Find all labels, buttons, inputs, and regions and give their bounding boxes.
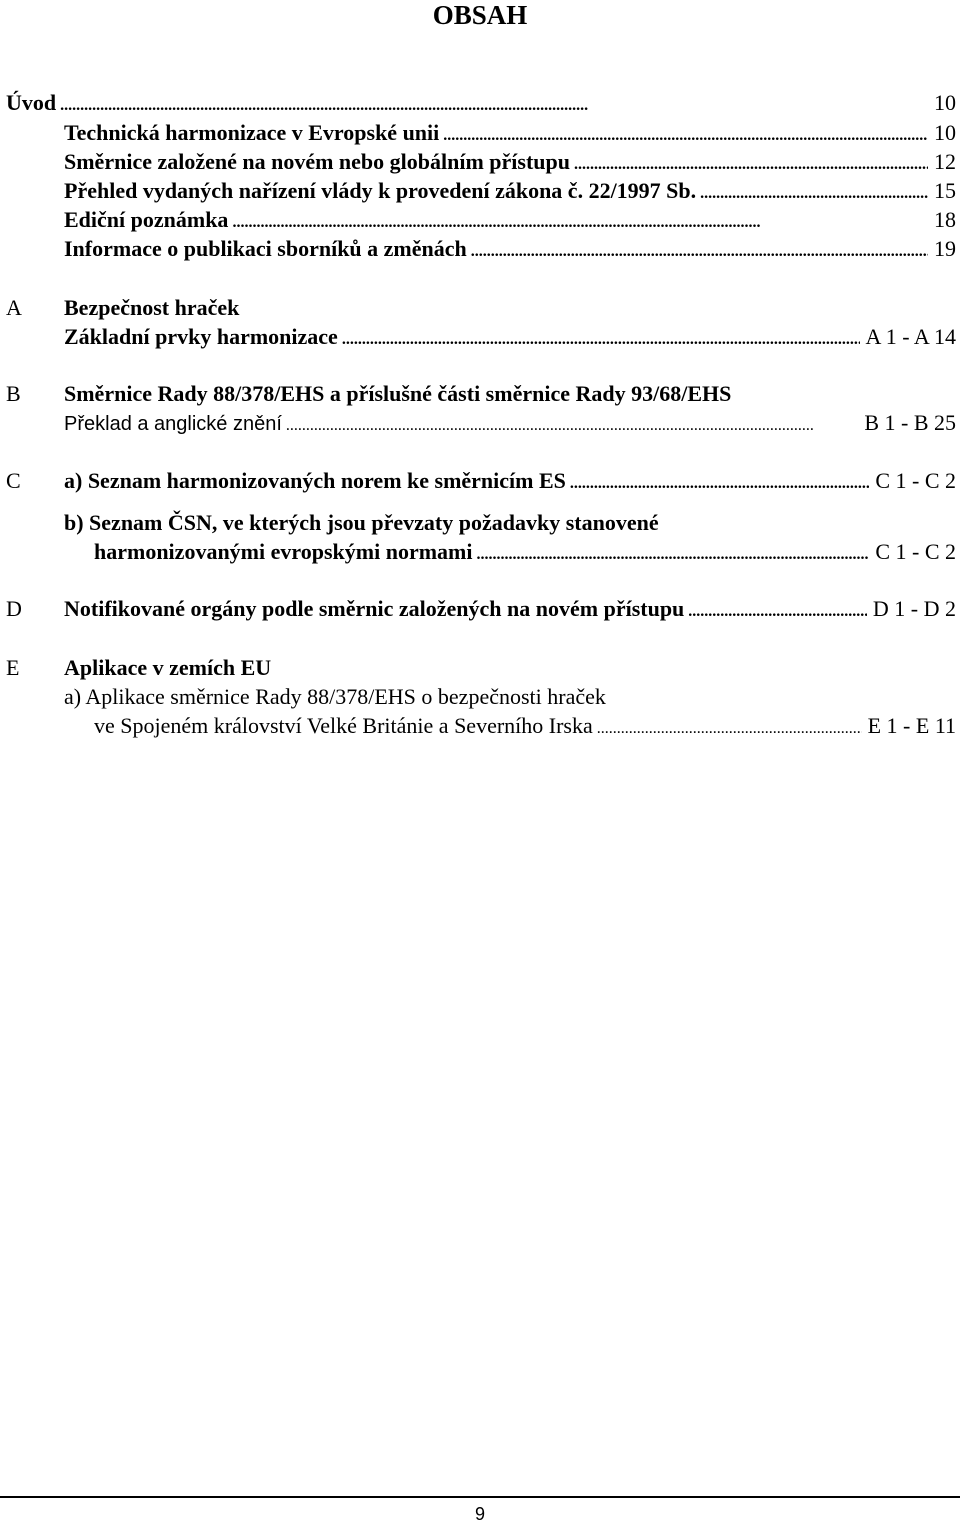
toc-page-number: 15 <box>934 178 956 203</box>
toc-page-range: C 1 - C 2 <box>875 539 956 564</box>
toc-page-number: 19 <box>934 236 956 261</box>
toc-entry-text: Přehled vydaných nařízení vlády k provedení zákona č. 22/1997 Sb. <box>64 178 697 203</box>
section-letter: D <box>6 596 22 621</box>
toc-entry <box>0 147 960 177</box>
toc-entry-text: Úvod <box>6 90 57 115</box>
dot-leader <box>597 711 862 744</box>
toc-entry-text: a) Seznam harmonizovaných norem ke směrnicím ES <box>64 468 566 493</box>
toc-page-number: 12 <box>934 149 956 174</box>
toc-entry-text: Informace o publikaci sborníků a změnách <box>64 236 467 261</box>
page-title: OBSAH <box>432 0 528 30</box>
toc-entry-text: Technická harmonizace v Evropské unii <box>64 120 440 145</box>
toc-entry-text: a) Aplikace směrnice Rady 88/378/EHS o bezpečnosti hraček <box>64 684 606 709</box>
section-letter: A <box>6 295 22 320</box>
toc-page-number: 18 <box>934 207 956 232</box>
toc-entry-text: Ediční poznámka <box>64 207 229 232</box>
section-heading: Aplikace v zemích EU <box>64 655 272 680</box>
toc-entry-text: b) Seznam ČSN, ve kterých jsou převzaty požadavky stanovené <box>64 510 659 535</box>
toc-entry <box>0 118 960 148</box>
section-a-heading <box>0 293 960 323</box>
toc-entry <box>0 711 960 741</box>
toc-page-range: C 1 - C 2 <box>875 468 956 493</box>
dot-leader <box>286 408 858 441</box>
dot-leader <box>688 594 867 627</box>
toc-page-number: 10 <box>934 90 956 115</box>
toc-entry-line <box>0 682 960 712</box>
toc-entry-text: ve Spojeném království Velké Británie a Severního Irska <box>94 713 593 738</box>
toc-entry-text: Základní prvky harmonizace <box>64 324 338 349</box>
toc-entry-text: Notifikované orgány podle směrnic založených na novém přístupu <box>64 596 685 621</box>
footer-divider <box>0 1496 960 1498</box>
section-e-heading <box>0 653 960 683</box>
toc-entry-text: harmonizovanými evropskými normami <box>94 539 473 564</box>
toc-entry <box>0 205 960 235</box>
section-heading: Bezpečnost hraček <box>64 295 240 320</box>
section-heading: Směrnice Rady 88/378/EHS a příslušné části směrnice Rady 93/68/EHS <box>64 381 732 406</box>
toc-entry <box>0 176 960 206</box>
section-letter: C <box>6 468 21 493</box>
toc-page-range: E 1 - E 11 <box>867 713 956 738</box>
toc-page-range: B 1 - B 25 <box>864 410 956 435</box>
dot-leader <box>60 88 928 121</box>
section-letter: E <box>6 655 20 680</box>
dot-leader <box>570 466 869 499</box>
toc-entry-text: Směrnice založené na novém nebo globálním přístupu <box>64 149 571 174</box>
dot-leader <box>471 234 928 267</box>
toc-page-range: D 1 - D 2 <box>872 596 956 621</box>
toc-entry <box>0 594 960 624</box>
dot-leader <box>476 537 869 570</box>
toc-entry-line <box>0 508 960 538</box>
toc-page-range: A 1 - A 14 <box>865 324 956 349</box>
section-b-heading <box>0 379 960 409</box>
toc-entry <box>0 537 960 567</box>
dot-leader <box>342 322 860 355</box>
toc-entry <box>0 234 960 264</box>
toc-page-number: 10 <box>934 120 956 145</box>
page-number: 9 <box>474 1504 485 1524</box>
toc-entry-text: Překlad a anglické znění <box>64 413 282 435</box>
toc-entry <box>0 466 960 496</box>
toc-entry-uvod <box>0 88 960 118</box>
toc-entry <box>0 322 960 352</box>
section-letter: B <box>6 381 21 406</box>
toc-entry <box>0 408 960 438</box>
